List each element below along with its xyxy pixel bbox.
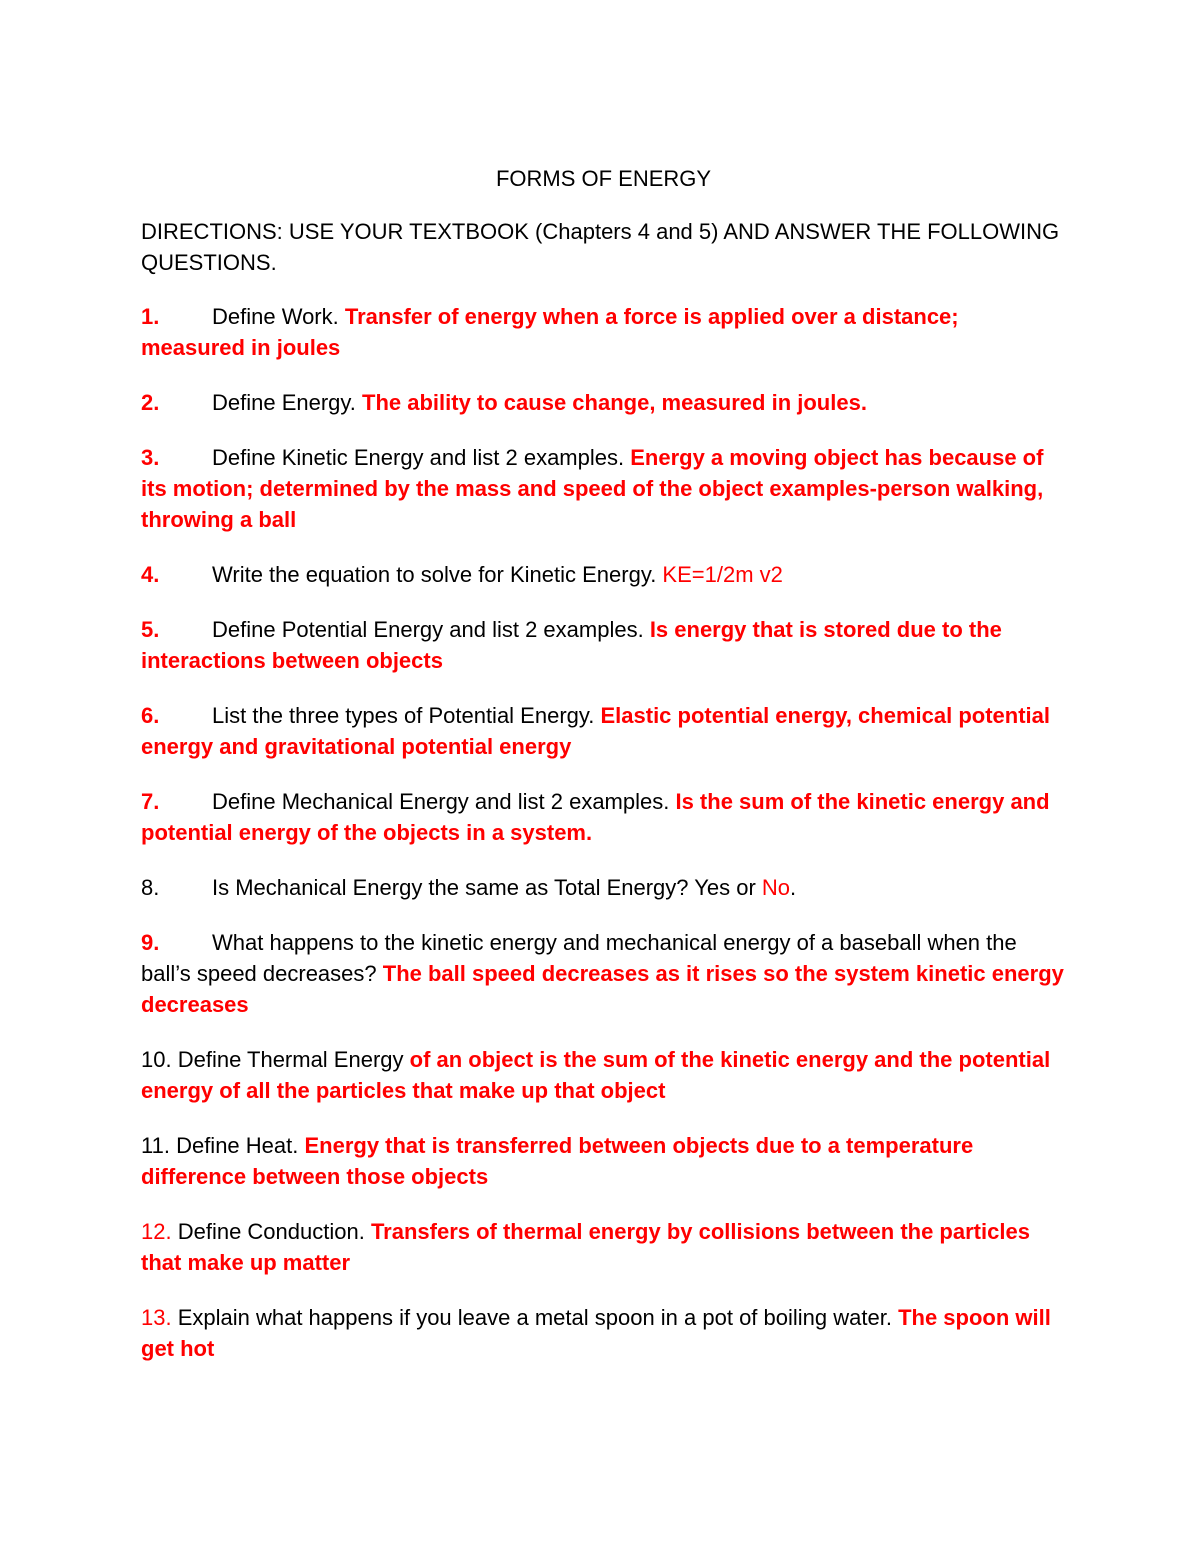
answer-text: No bbox=[761, 875, 791, 900]
question-number: 2. bbox=[141, 390, 160, 415]
question-text: Define Conduction. bbox=[171, 1219, 371, 1244]
question-8 bbox=[141, 872, 1066, 903]
question-number: 3. bbox=[141, 445, 160, 470]
answer-text: Transfers of thermal energy by collisions between the particles that make up matter bbox=[141, 1219, 1030, 1275]
question-text: List the three types of Potential Energy. bbox=[212, 703, 601, 728]
page-title: FORMS OF ENERGY bbox=[495, 166, 712, 191]
answer-text: KE=1/2m v2 bbox=[662, 562, 783, 587]
question-text: Define Heat. bbox=[169, 1133, 305, 1158]
question-number: 5. bbox=[141, 617, 160, 642]
question-1 bbox=[141, 301, 1066, 363]
question-number: 13. bbox=[141, 1305, 172, 1330]
question-number: 8. bbox=[141, 875, 160, 900]
question-6 bbox=[141, 700, 1066, 762]
question-7 bbox=[141, 786, 1066, 848]
answer-text: Energy that is transferred between objects due to a temperature difference between those objects bbox=[141, 1133, 974, 1189]
question-text: Define Thermal Energy bbox=[171, 1047, 410, 1072]
question-number: 6. bbox=[141, 703, 160, 728]
question-number: 4. bbox=[141, 562, 160, 587]
answer-text: The ball speed decreases as it rises so the system kinetic energy decreases bbox=[141, 961, 1064, 1017]
question-text: Explain what happens if you leave a metal spoon in a pot of boiling water. bbox=[171, 1305, 899, 1330]
worksheet-page bbox=[141, 163, 1066, 1388]
question-2 bbox=[141, 387, 1066, 418]
question-11 bbox=[141, 1130, 1066, 1192]
question-text: What happens to the kinetic energy and mechanical energy of a baseball when the ball’s speed decreases? bbox=[141, 930, 1017, 986]
answer-text: The ability to cause change, measured in joules. bbox=[362, 390, 867, 415]
question-number: 11. bbox=[141, 1133, 170, 1158]
question-text: Define Energy. bbox=[212, 390, 363, 415]
question-text: Define Potential Energy and list 2 examples. bbox=[212, 617, 650, 642]
question-number: 12. bbox=[141, 1219, 172, 1244]
question-text: Define Mechanical Energy and list 2 examples. bbox=[212, 789, 676, 814]
question-text: Write the equation to solve for Kinetic Energy. bbox=[212, 562, 663, 587]
answer-text: Is the sum of the kinetic energy and potential energy of the objects in a system. bbox=[141, 789, 1050, 845]
question-12 bbox=[141, 1216, 1066, 1278]
question-number: 10. bbox=[141, 1047, 172, 1072]
question-text: Is Mechanical Energy the same as Total Energy? Yes or bbox=[212, 875, 762, 900]
question-number: 1. bbox=[141, 304, 160, 329]
answer-text: Elastic potential energy, chemical potential energy and gravitational potential energy bbox=[141, 703, 1050, 759]
question-5 bbox=[141, 614, 1066, 676]
question-10 bbox=[141, 1044, 1066, 1106]
answer-text: Is energy that is stored due to the interactions between objects bbox=[141, 617, 1002, 673]
question-text: Define Kinetic Energy and list 2 examples. bbox=[212, 445, 631, 470]
question-3 bbox=[141, 442, 1066, 535]
answer-text: Transfer of energy when a force is applied over a distance; measured in joules bbox=[141, 304, 959, 360]
question-number: 9. bbox=[141, 930, 160, 955]
question-text: Define Work. bbox=[212, 304, 345, 329]
question-13 bbox=[141, 1302, 1066, 1364]
answer-text: of an object is the sum of the kinetic energy and the potential energy of all the particles that make up that object bbox=[141, 1047, 1051, 1103]
question-9 bbox=[141, 927, 1066, 1020]
directions-text: DIRECTIONS: USE YOUR TEXTBOOK (Chapters 4 and 5) AND ANSWER THE FOLLOWING QUESTIONS. bbox=[141, 219, 1060, 275]
answer-text: Energy a moving object has because of its motion; determined by the mass and speed of the object examples-person walking, throwing a ball bbox=[141, 445, 1044, 532]
answer-text: The spoon will get hot bbox=[141, 1305, 1051, 1361]
question-number: 7. bbox=[141, 789, 160, 814]
question-suffix: . bbox=[790, 875, 797, 900]
question-4 bbox=[141, 559, 1066, 590]
